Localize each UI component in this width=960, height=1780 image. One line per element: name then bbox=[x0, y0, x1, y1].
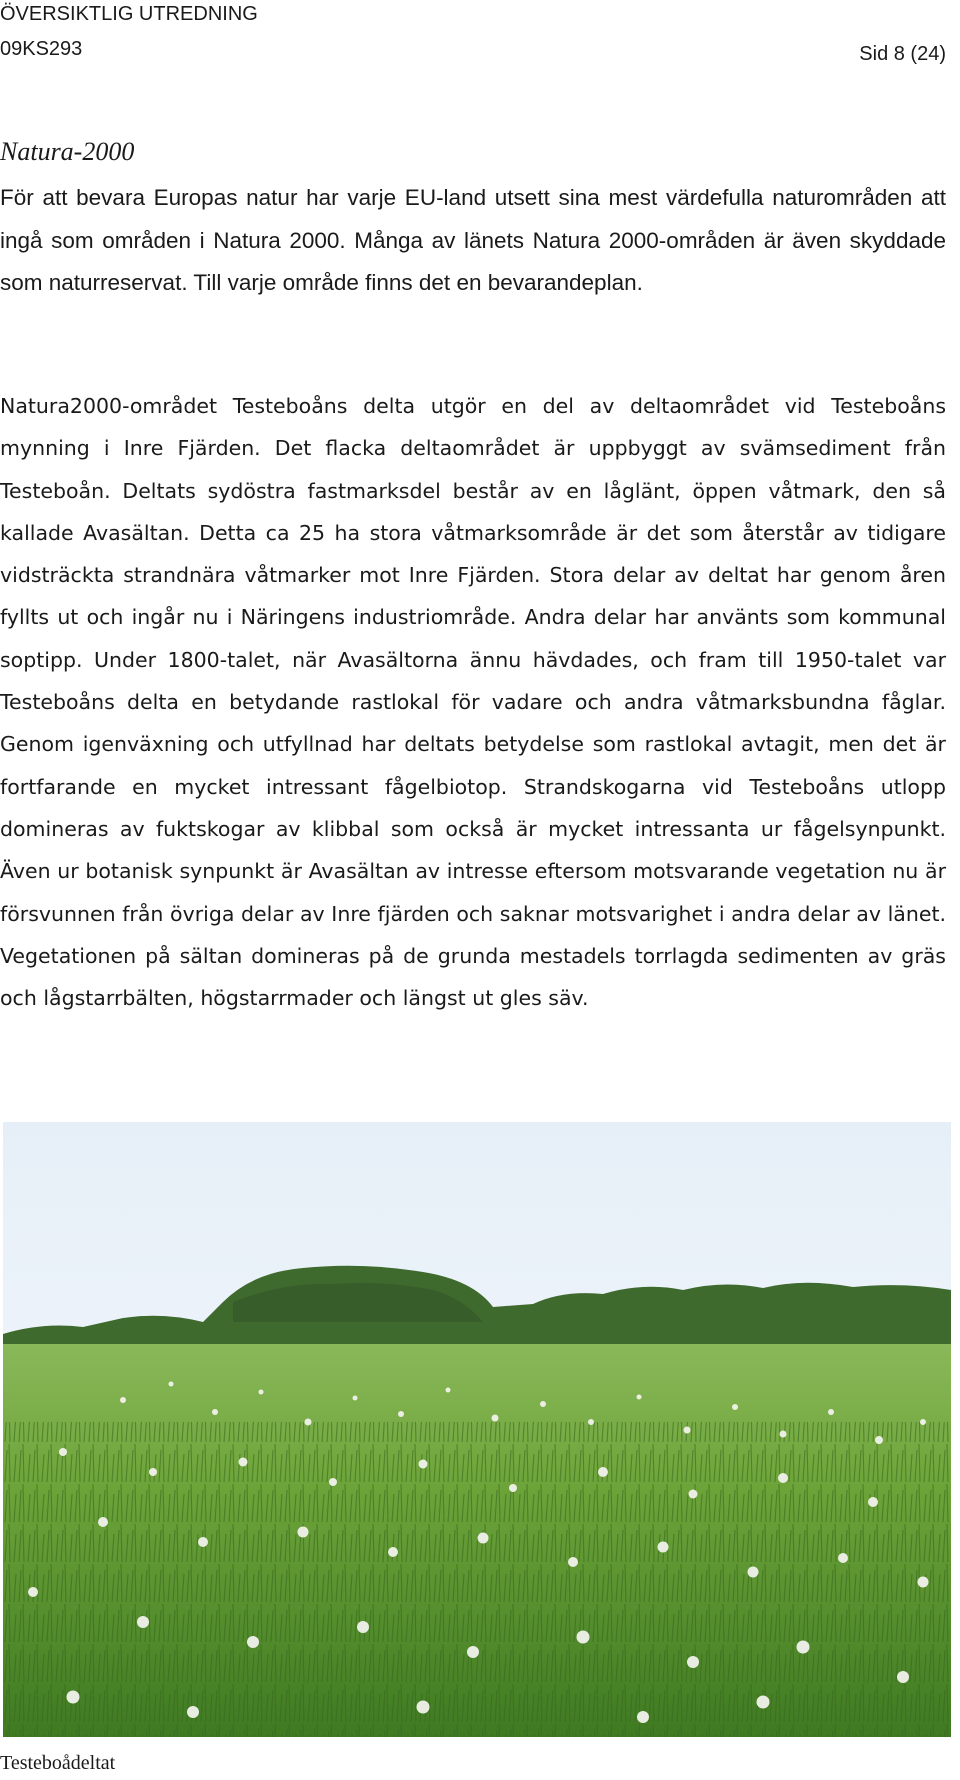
paragraph-natura-intro: För att bevara Europas natur har varje EU-land utsett sina mest värdefulla naturområden att ingå som områden i Natura 2000. Många av länets Natura 2000-områden är även skyddade som naturreservat. Till varje område finns det en bevarandeplan. bbox=[0, 185, 946, 295]
figure-caption: Testeboådeltat bbox=[0, 1752, 116, 1774]
section-heading: Natura-2000 bbox=[0, 137, 135, 166]
paragraph-testeboans-delta: Natura2000-området Testeboåns delta utgör en del av deltaområdet vid Testeboåns mynning i Inre Fjärden. Det flacka deltaområdet är uppbyggt av svämsediment från Testeboån. Deltats sydöstra fastmarksdel består av en låglänt, öppen våtmark, den så kallade Avasältan. Detta ca 25 ha stora våtmarksområde är det som återstår av tidigare vidsträckta strandnära våtmarker mot Inre Fjärden. Stora delar av deltat har genom åren fyllts ut och ingår nu i Näringens industriområde. Andra delar har använts som kommunal soptipp. Under 1800-talet, när Avasältorna ännu hävdades, och fram till 1950-talet var Testeboåns delta en betydande rastlokal för vadare och andra våtmarksbundna fåglar. Genom igenväxning och utfyllnad har deltats betydelse som rastlokal avtagit, men det är fortfarande en mycket intressant fågelbiotop. Strandskogarna vid Testeboåns utlopp domineras av fuktskogar av klibbal som också är mycket intressanta ur fågelsynpunkt. Även ur botanisk synpunkt är Avasältan av intresse eftersom motsvarande vegetation nu är försvunnen från övriga delar av Inre fjärden och saknar motsvarighet i andra delar av länet. Vegetationen på sältan domineras på de grunda mestadels torrlagda sedimenten av gräs och lågstarrbälten, högstarrmader och längst ut gles säv. bbox=[0, 394, 946, 1011]
header-page-number: Sid 8 (24) bbox=[859, 43, 946, 65]
wetland-photo bbox=[3, 1122, 951, 1737]
header-document-id: 09KS293 bbox=[0, 38, 83, 60]
header-document-type: ÖVERSIKTLIG UTREDNING bbox=[0, 3, 258, 25]
